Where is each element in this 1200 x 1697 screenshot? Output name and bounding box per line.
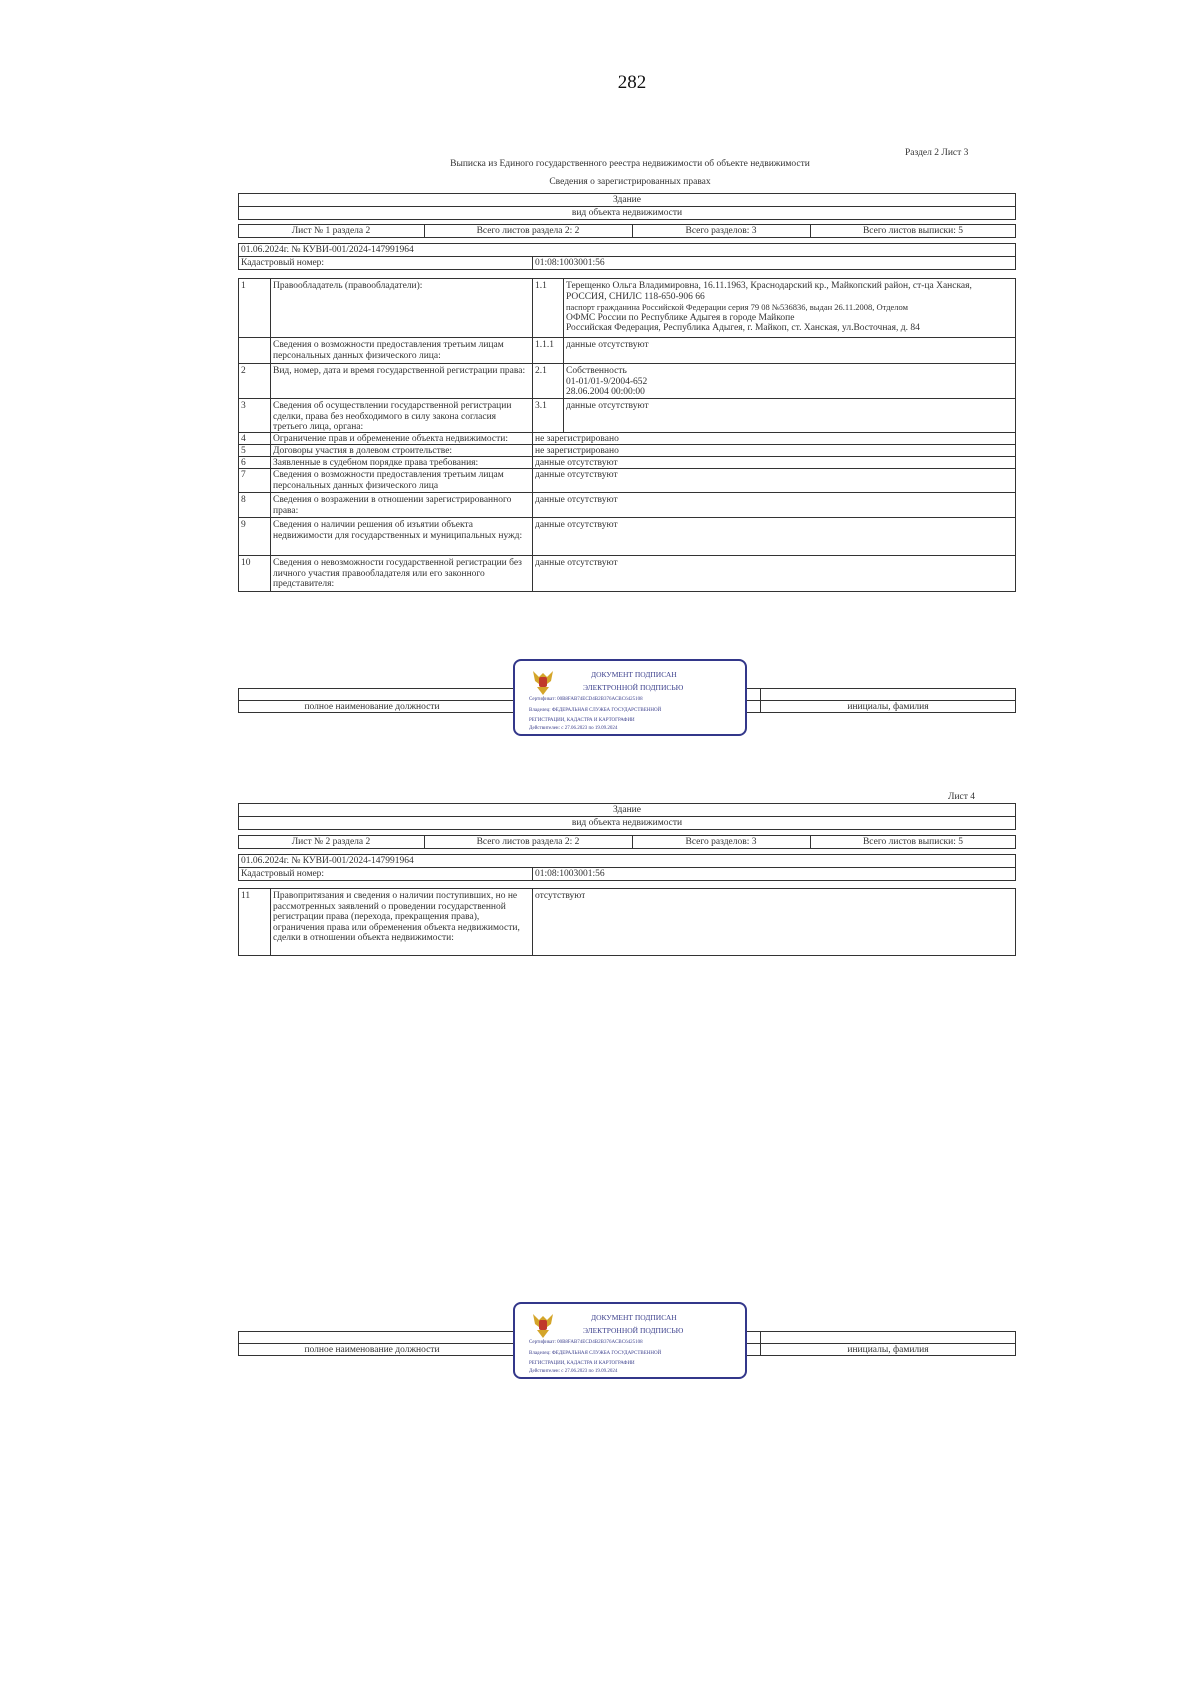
row-value: данные отсутствуют <box>535 495 618 505</box>
row-number: 1 <box>241 281 246 291</box>
electronic-signature-stamp <box>513 659 747 736</box>
date-number: 01.06.2024г. № КУВИ-001/2024-147991964 <box>241 856 414 866</box>
info-sheet: Лист № 2 раздела 2 <box>291 837 371 847</box>
row-number: 2 <box>241 366 246 376</box>
info-total-sheets: Всего листов выписки: 5 <box>862 226 964 236</box>
position-caption: полное наименование должности <box>304 702 440 712</box>
row-subnumber: 1.1.1 <box>535 340 554 350</box>
row-value: не зарегистрировано <box>535 434 619 444</box>
row-value: данные отсутствуют <box>535 458 618 468</box>
row-label: Сведения о невозможности государственной регистрации без личного участия правообладателя или его законного представителя: <box>273 558 522 589</box>
row-value: данные отсутствуют <box>566 340 649 350</box>
row-label: Сведения об осуществлении государственной регистрации сделки, права без необходимого в силу закона согласия третьего лица, органа: <box>273 401 512 432</box>
row-subnumber: 1.1 <box>535 281 547 291</box>
stamp-certificate: Сертификат: 00B8FAB74ECD4B2B376ACBC6425108 <box>529 1340 643 1345</box>
right-type: Собственность <box>566 366 627 376</box>
row-number: 5 <box>241 446 246 456</box>
row-number: 8 <box>241 495 246 505</box>
stamp-owner-line2: РЕГИСТРАЦИИ, КАДАСТРА И КАРТОГРАФИИ <box>529 718 635 723</box>
row-value: данные отсутствуют <box>566 401 649 411</box>
stamp-validity: Действителен: с 27.06.2023 по 19.09.2024 <box>529 726 618 731</box>
row-number: 6 <box>241 458 246 468</box>
cadastral-value: 01:08:1003001:56 <box>535 258 605 268</box>
info-sections: Всего разделов: 3 <box>685 226 757 236</box>
sheet-label: Лист 4 <box>948 792 976 802</box>
document-title: Выписка из Единого государственного реестра недвижимости об объекте недвижимости <box>450 159 810 169</box>
object-type-caption: вид объекта недвижимости <box>571 208 683 218</box>
position-caption: полное наименование должности <box>304 1345 440 1355</box>
stamp-line2: ЭЛЕКТРОННОЙ ПОДПИСЬЮ <box>583 683 684 692</box>
coat-of-arms-icon <box>529 1310 557 1340</box>
info-section-sheets: Всего листов раздела 2: 2 <box>476 837 580 847</box>
row-label: Сведения о наличии решения об изъятии объекта недвижимости для государственных и муниципальных нужд: <box>273 520 523 541</box>
cadastral-value: 01:08:1003001:56 <box>535 869 605 879</box>
row-subnumber: 2.1 <box>535 366 547 376</box>
name-caption: инициалы, фамилия <box>847 1345 929 1355</box>
row-subnumber: 3.1 <box>535 401 547 411</box>
object-type: Здание <box>613 195 641 205</box>
cadastral-label: Кадастровый номер: <box>241 869 325 879</box>
row-number: 4 <box>241 434 246 444</box>
info-total-sheets: Всего листов выписки: 5 <box>862 837 964 847</box>
owner-name: Терещенко Ольга Владимировна, 16.11.1963, Краснодарский кр., Майкопский район, ст-ца Ханская, <box>566 281 972 291</box>
section-sheet-label: Раздел 2 Лист 3 <box>905 148 969 158</box>
owner-snils: РОССИЯ, СНИЛС 118-650-906 66 <box>566 291 705 302</box>
row-value: не зарегистрировано <box>535 446 619 456</box>
info-sheet: Лист № 1 раздела 2 <box>291 226 371 236</box>
owner-info <box>566 281 1014 334</box>
row-label: Договоры участия в долевом строительстве: <box>273 446 453 456</box>
info-section-sheets: Всего листов раздела 2: 2 <box>476 226 580 236</box>
stamp-validity: Действителен: с 27.06.2023 по 19.09.2024 <box>529 1369 618 1374</box>
stamp-owner: Владелец: ФЕДЕРАЛЬНАЯ СЛУЖБА ГОСУДАРСТВЕННОЙ <box>529 1351 662 1356</box>
row-number: 10 <box>241 558 251 568</box>
stamp-owner: Владелец: ФЕДЕРАЛЬНАЯ СЛУЖБА ГОСУДАРСТВЕННОЙ <box>529 708 662 713</box>
info-sections: Всего разделов: 3 <box>685 837 757 847</box>
row-number: 7 <box>241 470 246 480</box>
coat-of-arms-icon <box>529 667 557 697</box>
date-number: 01.06.2024г. № КУВИ-001/2024-147991964 <box>241 245 414 255</box>
row-value: данные отсутствуют <box>535 520 618 530</box>
row-label: Сведения о возможности предоставления третьим лицам персональных данных физического лица: <box>273 340 504 361</box>
row-label: Правообладатель (правообладатели): <box>273 281 423 291</box>
stamp-owner-line2: РЕГИСТРАЦИИ, КАДАСТРА И КАРТОГРАФИИ <box>529 1361 635 1366</box>
document-subtitle: Сведения о зарегистрированных правах <box>549 177 711 187</box>
row-number: 3 <box>241 401 246 411</box>
cadastral-label: Кадастровый номер: <box>241 258 325 268</box>
owner-address: Российская Федерация, Республика Адыгея, г. Майкоп, ст. Ханская, ул.Восточная, д. 84 <box>566 323 920 333</box>
row-label: Сведения о возражении в отношении зарегистрированного права: <box>273 495 512 516</box>
owner-passport-issuer: ОФМС России по Республике Адыгея в городе Майкопе <box>566 312 795 323</box>
stamp-line1: ДОКУМЕНТ ПОДПИСАН <box>591 670 677 679</box>
electronic-signature-stamp <box>513 1302 747 1379</box>
row-number: 9 <box>241 520 246 530</box>
row-label: Заявленные в судебном порядке права требования: <box>273 458 479 468</box>
row-value: данные отсутствуют <box>535 558 618 568</box>
registration-date: 28.06.2004 00:00:00 <box>566 387 645 397</box>
owner-passport: паспорт гражданина Российской Федерации серия 79 08 №536836, выдан 26.11.2008, Отделом <box>566 302 908 312</box>
row-value: отсутствуют <box>535 891 586 901</box>
row-label: Сведения о возможности предоставления третьим лицам персональных данных физического лица <box>273 470 504 491</box>
object-type-caption: вид объекта недвижимости <box>571 818 683 828</box>
registration-number: 01-01/01-9/2004-652 <box>566 376 648 387</box>
row-value: данные отсутствуют <box>535 470 618 480</box>
registration-info <box>566 366 647 398</box>
row-label: Правопритязания и сведения о наличии поступивших, но не рассмотренных заявлений о проведении государственной регистрации права (перехода, прекращения права), ограничения права или обременения объекта недвижимости, сделки в отношении объекта недвижимости: <box>273 891 520 943</box>
name-caption: инициалы, фамилия <box>847 702 929 712</box>
page-number: 282 <box>617 72 647 93</box>
row-label: Вид, номер, дата и время государственной регистрации права: <box>273 366 526 376</box>
row-number: 11 <box>241 891 251 901</box>
stamp-line1: ДОКУМЕНТ ПОДПИСАН <box>591 1313 677 1322</box>
stamp-line2: ЭЛЕКТРОННОЙ ПОДПИСЬЮ <box>583 1326 684 1335</box>
stamp-certificate: Сертификат: 00B8FAB74ECD4B2B376ACBC6425108 <box>529 697 643 702</box>
row-label: Ограничение прав и обременение объекта недвижимости: <box>273 434 508 444</box>
object-type: Здание <box>613 805 641 815</box>
